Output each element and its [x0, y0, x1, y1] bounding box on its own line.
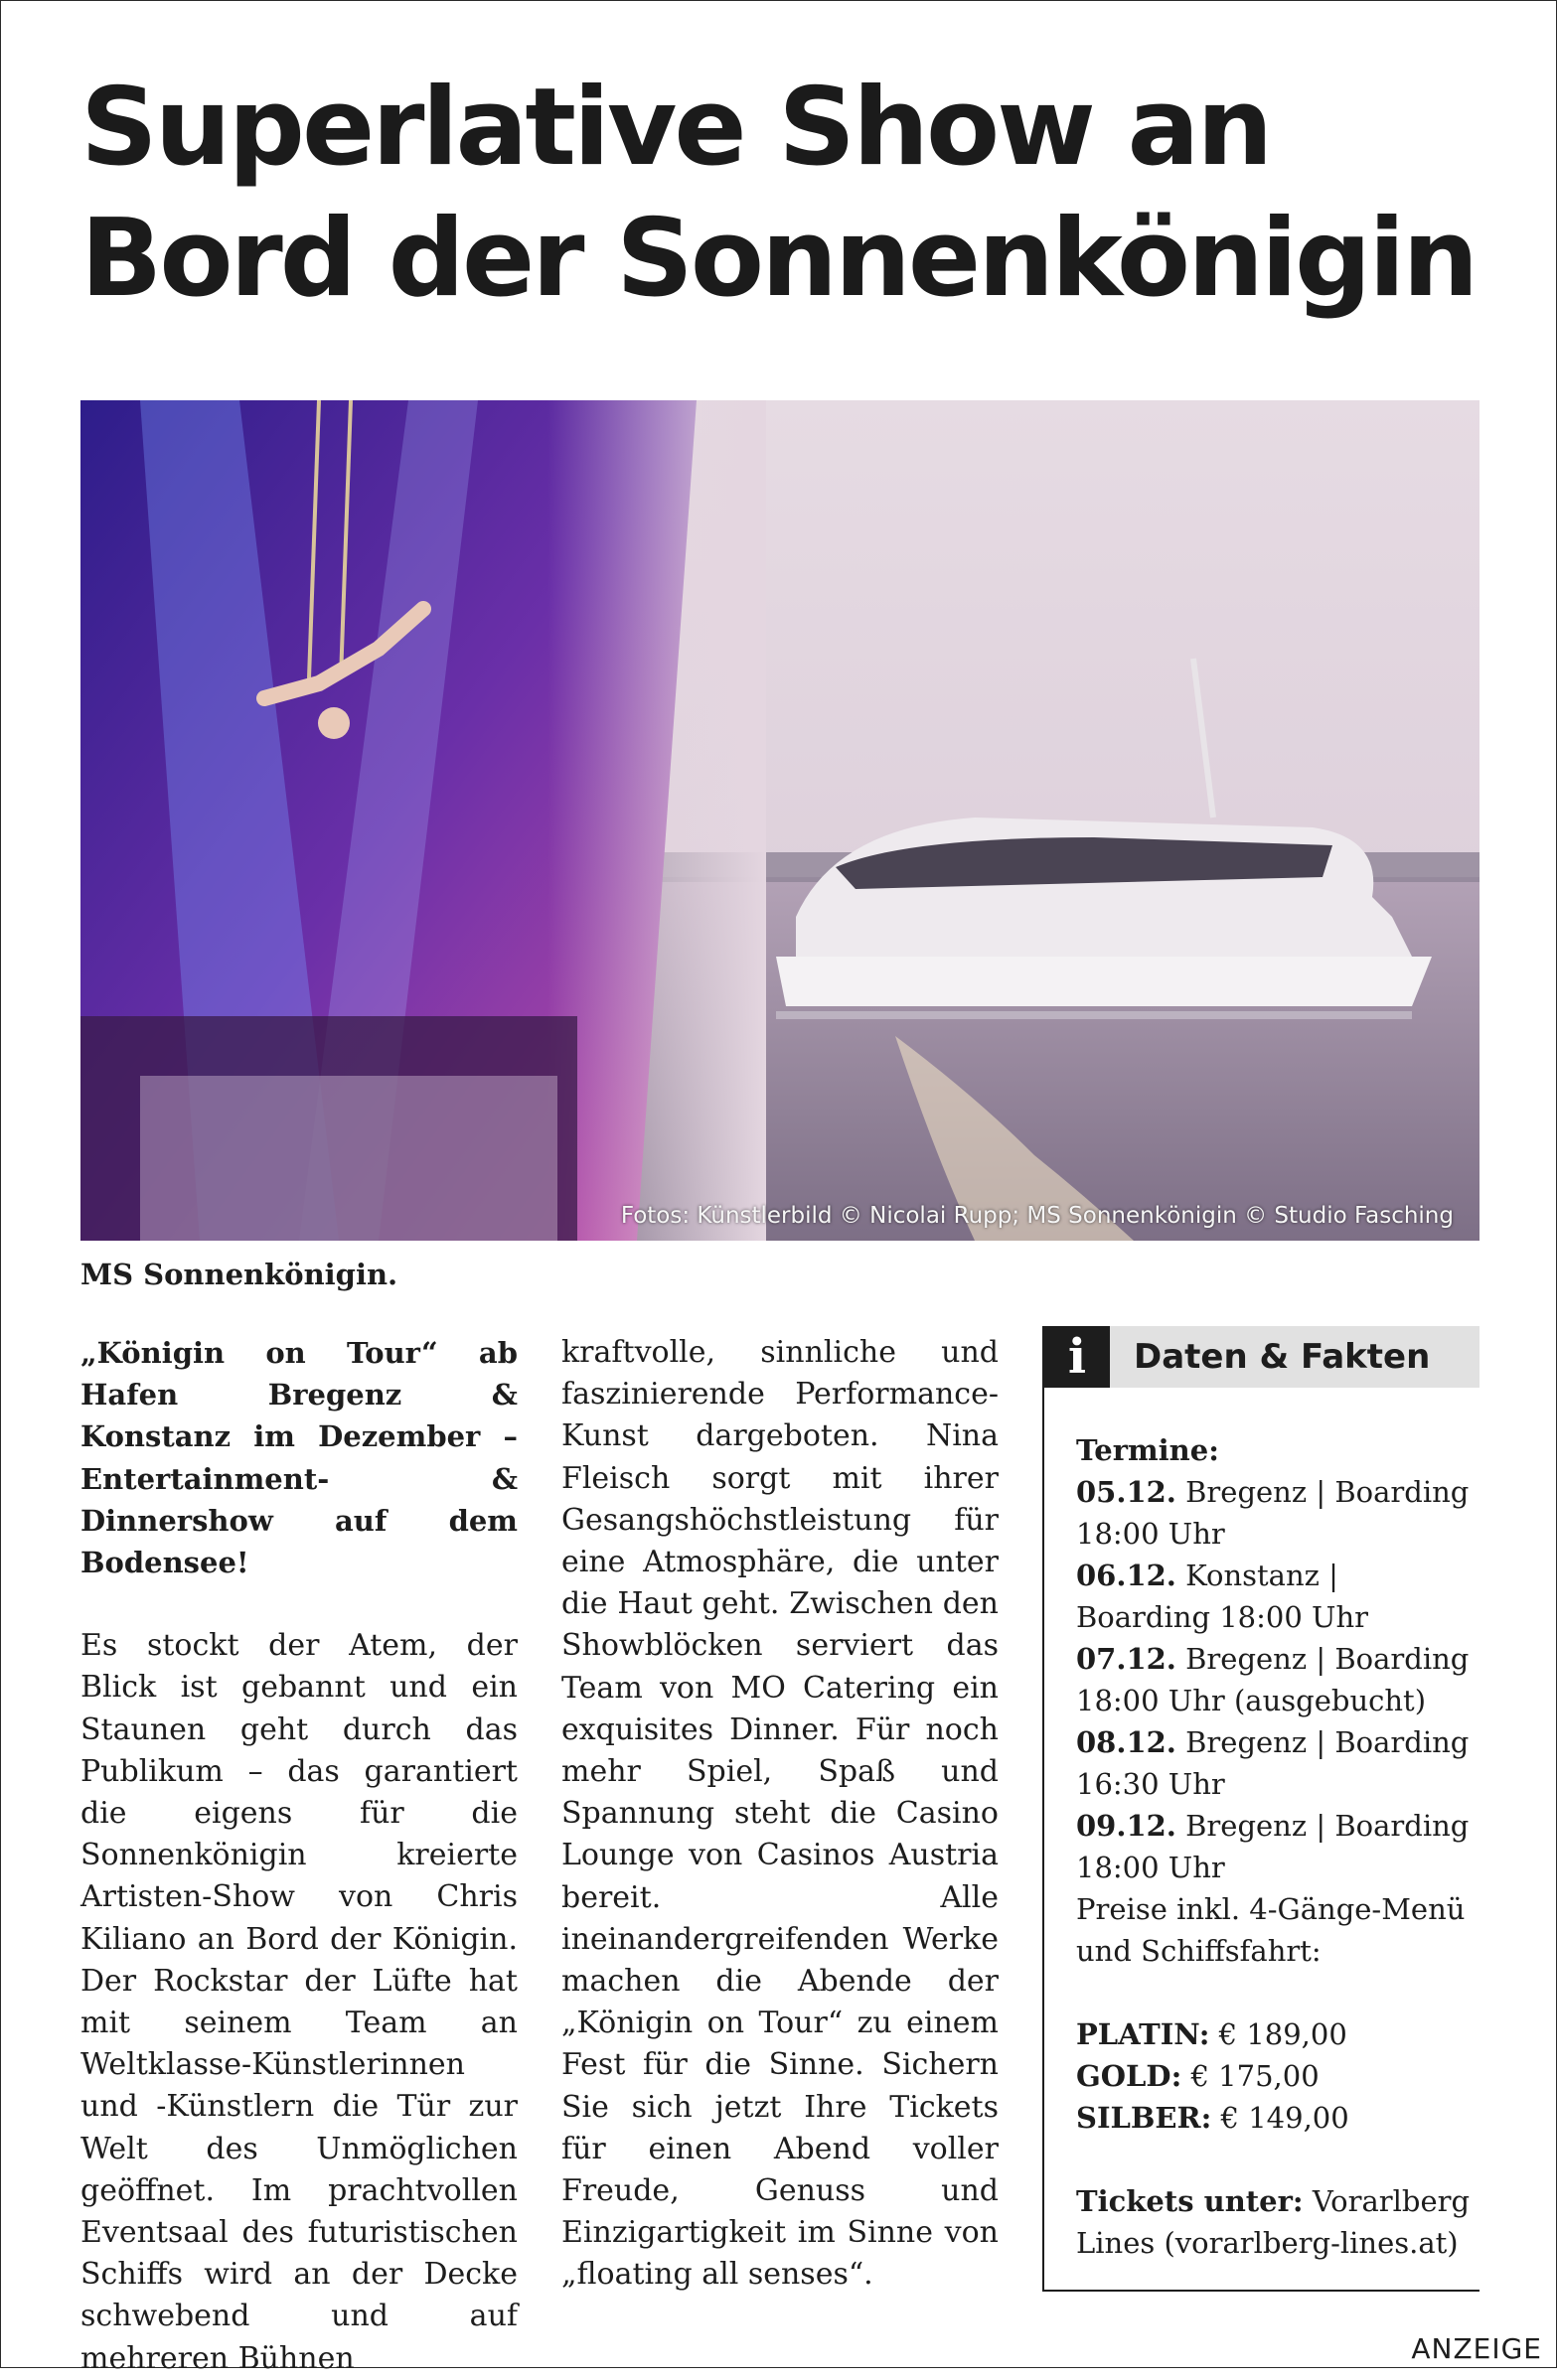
price-label: PLATIN:	[1076, 2017, 1210, 2051]
aerial-artist-head	[318, 707, 350, 739]
price-entry	[1076, 2055, 1474, 2097]
headline	[80, 63, 1491, 325]
date-details: Bregenz | Boarding 18:00 Uhr (ausgebucht)	[1076, 1642, 1470, 1717]
dinner-tables	[140, 1076, 557, 1241]
article-body-1: Es stockt der Atem, der Blick ist gebannt und ein Staunen geht durch das Publikum – das garantiert die eigens für die Sonnenkönigin kreierte Artisten-Show von Chris Kiliano an Bord der Königin. Der Rockstar der Lüfte hat mit seinem Team an Weltklasse-Künstlerinnen und -Künstlern die Tür zur Welt des Unmöglichen geöffnet. Im prachtvollen Eventsaal des futuristischen Schiffs wird an der Decke schwebend und auf mehreren Bühnen	[80, 1628, 518, 2376]
photo-blend	[547, 400, 766, 1241]
date-entry	[1076, 1721, 1474, 1805]
date-entry	[1076, 1805, 1474, 1888]
date-entry	[1076, 1638, 1474, 1721]
date-value: 05.12.	[1076, 1475, 1176, 1509]
date-details: Konstanz | Boarding 18:00 Uhr	[1076, 1559, 1368, 1634]
facts-box	[1042, 1326, 1479, 2292]
article-column-2	[561, 1332, 999, 2297]
hero-photo	[80, 400, 1479, 1241]
facts-box-title: Daten & Fakten	[1134, 1337, 1431, 1377]
termine-label: Termine:	[1076, 1433, 1219, 1467]
price-label: SILBER:	[1076, 2101, 1212, 2135]
price-label: GOLD:	[1076, 2059, 1182, 2093]
date-details: Bregenz | Boarding 16:30 Uhr	[1076, 1725, 1470, 1801]
info-icon: i	[1044, 1326, 1110, 1388]
date-details: Bregenz | Boarding 18:00 Uhr	[1076, 1809, 1470, 1884]
date-entry	[1076, 1555, 1474, 1638]
price-value: € 189,00	[1218, 2017, 1347, 2051]
article-column-1	[80, 1332, 518, 2380]
date-value: 08.12.	[1076, 1725, 1176, 1759]
facts-box-body	[1076, 1429, 1474, 2264]
price-entry	[1076, 2097, 1474, 2139]
date-value: 06.12.	[1076, 1559, 1176, 1592]
price-value: € 175,00	[1190, 2059, 1320, 2093]
headline-line-1: Superlative Show an	[80, 66, 1271, 190]
photo-caption: MS Sonnenkönigin.	[80, 1258, 398, 1291]
article-body-2: kraftvolle, sinnliche und faszinierende Performance-Kunst dargeboten. Nina Fleisch sorgt mit ihrer Gesangshöchstleistung für eine Atmosphäre, die unter die Haut geht. Zwischen den Showblöcken serviert das Team von MO Catering ein exquisites Dinner. Für noch mehr Spiel, Spaß und Spannung steht die Casino Lounge von Casinos Austria bereit. Alle ineinandergreifenden Werke machen die Abende der „Königin on Tour“ zu einem Fest für die Sinne. Sichern Sie sich jetzt Ihre Tickets für einen Abend voller Freude, Genuss und Einzigartigkeit im Sinne von „floating all senses“.	[561, 1335, 999, 2293]
ship-waterline	[776, 1011, 1412, 1019]
facts-box-header	[1044, 1326, 1479, 1388]
price-value: € 149,00	[1220, 2101, 1349, 2135]
tickets-label: Tickets unter:	[1076, 2184, 1304, 2218]
prices-note: Preise inkl. 4-Gänge-Menü und Schiffsfahrt:	[1076, 1892, 1466, 1968]
price-entry	[1076, 2013, 1474, 2055]
tickets-info	[1076, 2180, 1474, 2264]
advertisement-label: ANZEIGE	[1411, 2332, 1542, 2365]
date-value: 09.12.	[1076, 1809, 1176, 1843]
ship-hull	[776, 957, 1432, 1006]
tickets-text: Vorarlberg Lines (vorarlberg-lines.at)	[1076, 2184, 1471, 2260]
date-entry	[1076, 1471, 1474, 1555]
date-details: Bregenz | Boarding 18:00 Uhr	[1076, 1475, 1470, 1551]
article-lead: „Königin on Tour“ ab Hafen Bregenz & Konstanz im Dezember – Entertainment- & Dinnershow auf dem Bodensee!	[80, 1336, 518, 1580]
date-value: 07.12.	[1076, 1642, 1176, 1676]
headline-line-2: Bord der Sonnenkönigin	[80, 197, 1477, 321]
photo-credit: Fotos: Künstlerbild © Nicolai Rupp; MS Sonnenkönigin © Studio Fasching	[620, 1203, 1454, 1229]
photo-illustration	[80, 400, 1479, 1241]
